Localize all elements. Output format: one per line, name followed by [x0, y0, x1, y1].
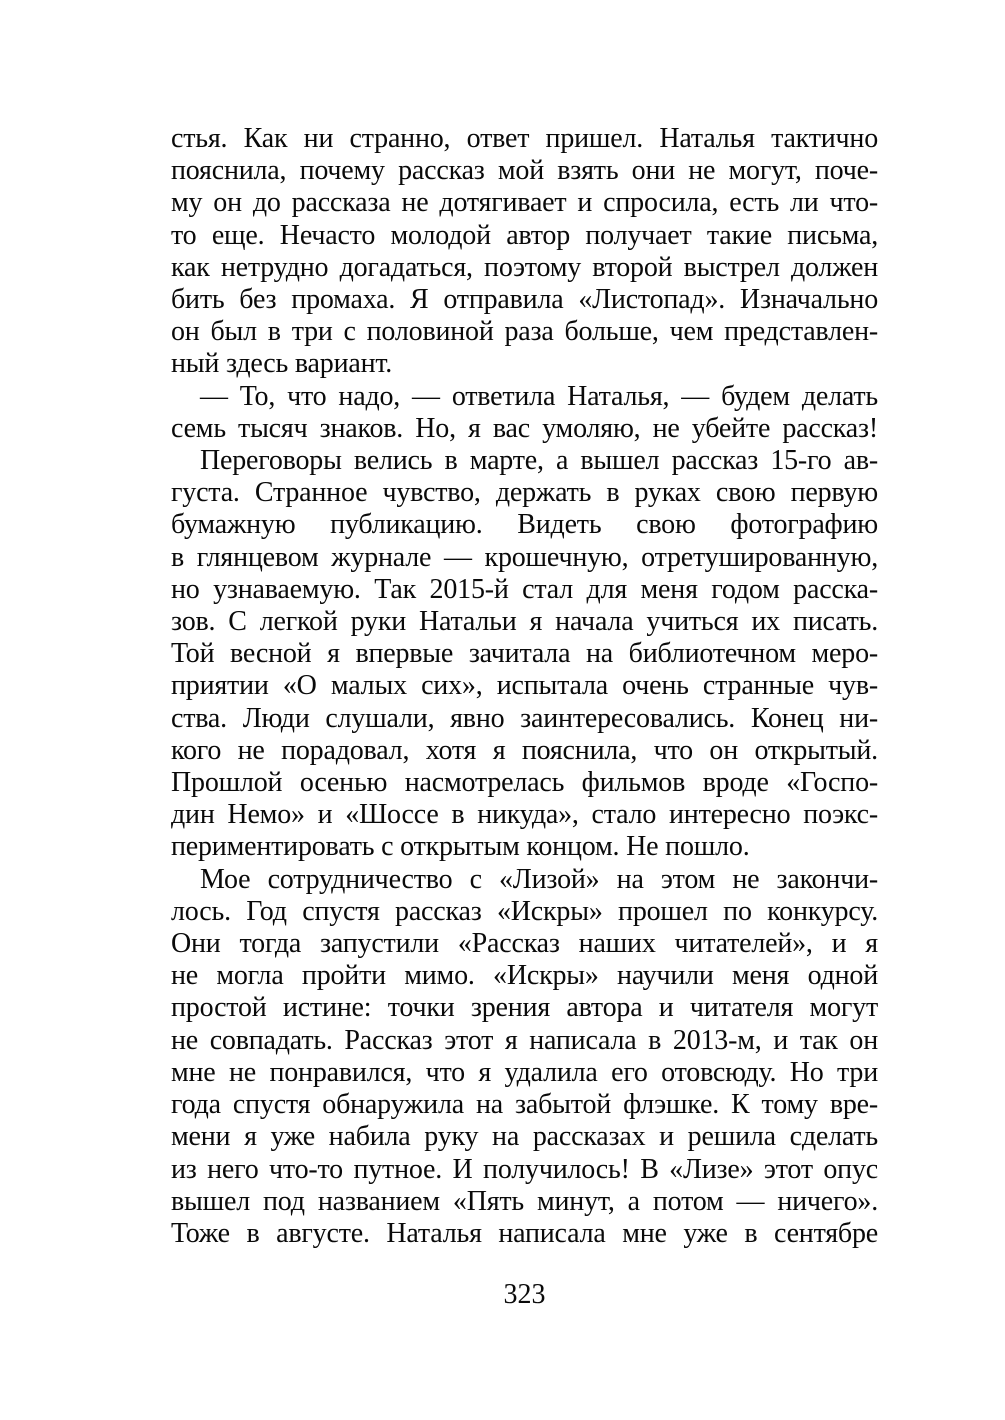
text-line [171, 799, 878, 831]
text-line-content: Мое сотрудничество с «Лизой» на этом не закончи- [200, 863, 878, 895]
text-line-content: то еще. Нечасто молодой автор получает такие письма, [171, 219, 878, 251]
text-line [171, 928, 878, 960]
text-line [171, 574, 878, 606]
text-line-content: простой истине: точки зрения автора и читателя могут [171, 992, 878, 1024]
text-block [171, 123, 878, 1250]
text-line [171, 220, 878, 252]
text-line [171, 187, 878, 219]
text-line-content: из него что-то путное. И получилось! В «Лизе» этот опус [171, 1153, 878, 1185]
text-line [171, 1154, 878, 1186]
text-line-content: бумажную публикацию. Видеть свою фотографию [171, 509, 878, 541]
text-line [171, 413, 878, 445]
text-line-content: как нетрудно догадаться, поэтому второй выстрел должен [171, 251, 878, 283]
text-line [171, 960, 878, 992]
text-line [171, 735, 878, 767]
text-line [171, 1089, 878, 1121]
text-line-content: вышел под названием «Пять минут, а потом — ничего». [171, 1185, 878, 1217]
text-line-content: Тоже в августе. Наталья написала мне уже в сентябре [171, 1217, 878, 1249]
paragraph [171, 445, 878, 864]
text-line [171, 896, 878, 928]
text-line-content: лось. Год спустя рассказ «Искры» прошел по конкурсу. [171, 895, 878, 927]
text-line [171, 1025, 878, 1057]
text-line-content: стья. Как ни странно, ответ пришел. Наталья тактично [171, 123, 878, 154]
text-line-content: не могла пройти мимо. «Искры» научили меня одной [171, 960, 878, 992]
text-line-content: му он до рассказа не дотягивает и спросила, есть ли что- [171, 187, 878, 219]
text-line [171, 1057, 878, 1089]
text-line [171, 670, 878, 702]
text-line-content: ный здесь вариант. [171, 348, 393, 380]
text-line-content: мени я уже набила руку на рассказах и решила сделать [171, 1121, 878, 1153]
text-line [171, 864, 878, 896]
text-line-content: кого не порадовал, хотя я пояснила, что он открытый. [171, 734, 878, 766]
text-line-content: в глянцевом журнале — крошечную, отретушированную, [171, 541, 878, 573]
text-line [171, 445, 878, 477]
text-line-content: года спустя обнаружила на забытой флэшке. К тому вре- [171, 1089, 878, 1121]
text-line [171, 1186, 878, 1218]
text-line [171, 1121, 878, 1153]
text-line [171, 284, 878, 316]
text-line-content: дин Немо» и «Шоссе в никуда», стало интересно поэкс- [171, 799, 878, 831]
text-line [171, 252, 878, 284]
text-line [171, 638, 878, 670]
text-line-content: Той весной я впервые зачитала на библиотечном меро- [171, 638, 878, 670]
text-line [171, 767, 878, 799]
text-line-content: мне не понравился, что я удалила его отовсюду. Но три [171, 1056, 878, 1088]
text-line-content: Переговоры велись в марте, а вышел рассказ 15-го ав- [200, 445, 878, 477]
text-line-content: Они тогда запустили «Рассказ наших читателей», и я [171, 928, 878, 960]
text-line [171, 831, 878, 863]
page-number: 323 [503, 1279, 546, 1310]
text-line-content: пояснила, почему рассказ мой взять они не могут, поче- [171, 155, 878, 187]
text-line [171, 1218, 878, 1250]
text-line-content: бить без промаха. Я отправила «Листопад». Изначально [171, 284, 878, 316]
text-line [171, 992, 878, 1024]
text-line [171, 542, 878, 574]
text-line-content: ства. Люди слушали, явно заинтересовались. Конец ни- [171, 702, 878, 734]
text-line-content: зов. С легкой руки Натальи я начала учиться их писать. [171, 606, 878, 638]
text-line-content: не совпадать. Рассказ этот я написала в 2013-м, и так он [171, 1024, 878, 1056]
text-line [171, 155, 878, 187]
paragraph [171, 381, 878, 445]
text-line-content: густа. Странное чувство, держать в руках свою первую [171, 477, 878, 509]
text-line-content: приятии «О малых сих», испытала очень странные чув- [171, 670, 878, 702]
text-line-content: семь тысяч знаков. Но, я вас умоляю, не убейте рассказ! [171, 412, 878, 444]
text-line-content: периментировать с открытым концом. Не пошло. [171, 831, 750, 863]
text-line [171, 509, 878, 541]
text-line-content: он был в три с половиной раза больше, чем представлен- [171, 316, 878, 348]
text-line [171, 316, 878, 348]
text-line [171, 477, 878, 509]
text-line [171, 348, 878, 380]
text-line-content: Прошлой осенью насмотрелась фильмов вроде «Госпо- [171, 767, 878, 799]
paragraph [171, 123, 878, 381]
text-line [171, 381, 878, 413]
text-line-content: — То, что надо, — ответила Наталья, — будем делать [200, 380, 878, 412]
text-line-content: но узнаваемую. Так 2015-й стал для меня годом расска- [171, 573, 878, 605]
text-line [171, 123, 878, 155]
text-line [171, 703, 878, 735]
paragraph [171, 864, 878, 1250]
text-line [171, 606, 878, 638]
